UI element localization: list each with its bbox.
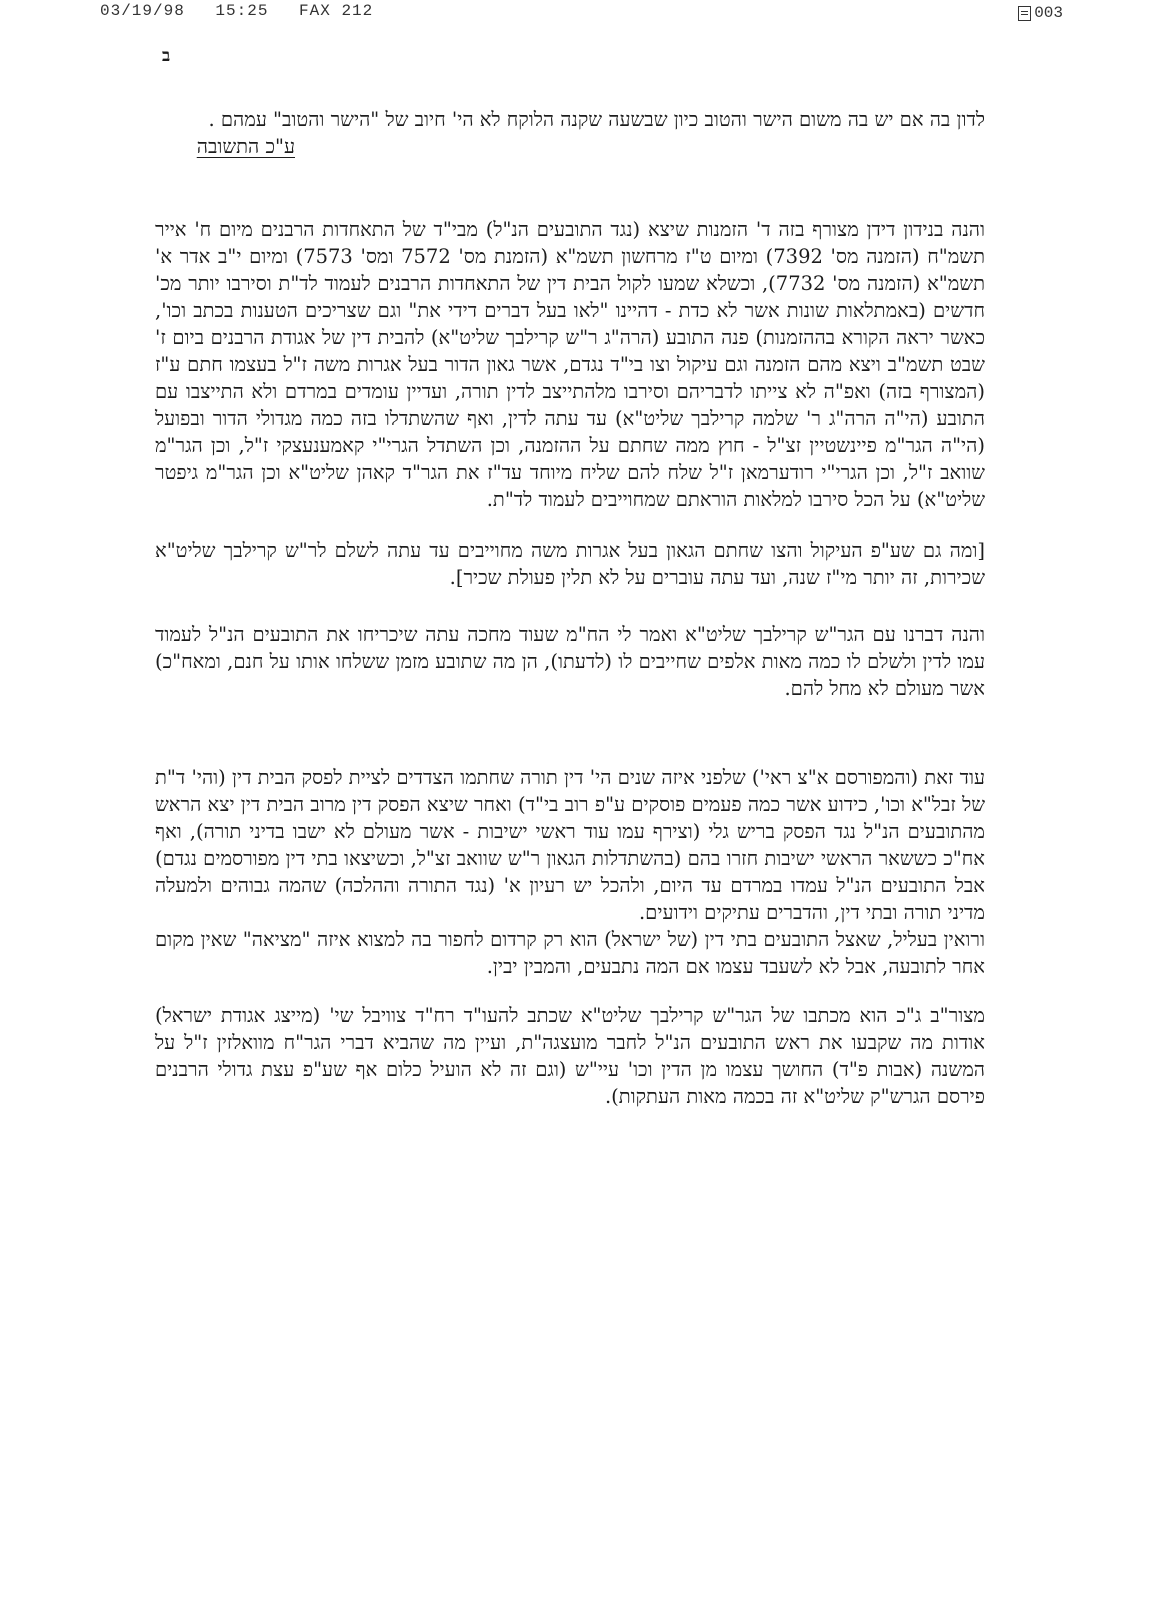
paragraph-lien: [ומה גם שע"פ העיקול והצו שחתם הגאון בעל אגרות משה מחוייבים עד עתה לשלם לר"ש קרילבך שליט"א שכירות, זה יותר מי"ז שנה, ועד עתה עוברים על לא תלין פעולת שכיר]. <box>155 539 985 589</box>
fax-page-counter <box>1018 4 1063 22</box>
fax-time: 15:25 <box>215 2 269 20</box>
document-body <box>155 106 985 1110</box>
fax-number: FAX 212 <box>299 2 374 20</box>
fax-page-number: 003 <box>1034 4 1063 22</box>
page-letter: ב <box>162 46 171 66</box>
paragraph-conversation: והנה דברנו עם הגר"ש קרילבך שליט"א ואמר לי הח"מ שעוד מחכה עתה שיכריחו את התובעים הנ"ל לעמוד עמו לדין ולשלם לו כמה מאות אלפים שחייבים לו (לדעתו), הן מה שתובע מזמן ששלחו אותו על חנם, ומאח"כ) אשר מעולם לא מחל להם. <box>155 623 985 700</box>
intro-paragraph: לדון בה אם יש בה משום הישר והטוב כיון שבשעה שקנה הלוקח לא הי' חיוב של "הישר והטוב" עמהם . <box>208 108 985 131</box>
paragraph-attached-letter: מצור"ב ג"כ הוא מכתבו של הגר"ש קרילבך שליט"א שכתב להעו"ד רח"ד צוויבל שי' (מייצג אגודת ישראל) אודות מה שקבעו את ראש התובעים הנ"ל לחבר מועצגה"ת, ועיין מה שהביא דברי הגר"ח מוואלזין ז"ל על המשנה (אבות פ"ד) החושך עצמו מן הדין וכו' עיי"ש (וגם זה לא הועיל כלום אף שע"פ עצת גדולי הרבנים פירסם הגרש"ק שליט"א זה בכמה מאות העתקות). <box>155 1004 985 1108</box>
paragraph-previous-case: עוד זאת (והמפורסם א"צ ראי') שלפני איזה שנים הי' דין תורה שחתמו הצדדים לציית לפסק הבית דין (והי' ד"ת של זבל"א וכו', כידוע אשר כמה פעמים פוסקים ע"פ רוב בי"ד) ואחר שיצא הפסק דין מרוב הבית דין יצא הראש מהתובעים הנ"ל נגד הפסק בריש גלי (וצירף עמו עוד ראשי ישיבות - אשר מעולם לא ישבו בדיני תורה), ואף אח"כ כששאר הראשי ישיבות חזרו בהם (בהשתדלות הגאון ר"ש שוואב זצ"ל, וכשיצאו בתי דין מפורסמים נגדם) אבל התובעים הנ"ל עמדו במרדם עד היום, ולהכל יש רעיון א' (נגד התורה וההלכה) שהמה גבוהים ולמעלה מדיני תורה ובתי דין, והדברים עתיקים וידועים. <box>155 766 985 924</box>
heading-line <box>155 133 985 160</box>
fax-page-icon <box>1018 6 1031 21</box>
section-heading: ע"כ התשובה <box>196 135 295 158</box>
fax-transmission-header <box>100 2 393 20</box>
paragraph-summonses: והנה בנידון דידן מצורף בזה ד' הזמנות שיצא (נגד התובעים הנ"ל) מבי"ד של התאחדות הרבנים מיום ח' אייר תשמ"ח (הזמנה מס' 7392) ומיום ט"ז מרחשון תשמ"א (הזמנת מס' 7572 ומס' 7573) ומיום י"ב אדר א' תשמ"א (הזמנה מס' 7732), וכשלא שמעו לקול הבית דין של התאחדות הרבנים לעמוד לד"ת וסירבו יותר מכ' חדשים (באמתלאות שונות אשר לא כדת - דהיינו "לאו בעל דברים דידי את" וגם שצריכים הטענות בכתב וכו', כאשר יראה הקורא בההזמנות) פנה התובע (הרה"ג ר"ש קרילבך שליט"א) להבית דין של אגודת הרבנים ביום ז' שבט תשמ"ב ויצא מהם הזמנה וגם עיקול וצו בי"ד נגדם, אשר גאון הדור בעל אגרות משה ז"ל בעצמו חתם ע"ז (המצורף בזה) ואפ"ה לא צייתו לדבריהם וסירבו מלהתייצב לדין תורה, ועדיין עומדים במרדם ולא התייצבו עם התובע (הי"ה הרה"ג ר' שלמה קרילבך שליט"א) עד עתה לדין, ואף שהשתדלו בזה כמה מגדולי הדור ובפועל (הי"ה הגר"מ פיינשטיין זצ"ל - חוץ ממה שחתם על ההזמנה, וכן השתדל הגרי"י קאמענעצקי ז"ל, וכן הגר"מ שוואב ז"ל, וכן הגרי"י רודערמאן ז"ל שלח להם שליח מיוחד עד"ז את הגר"ד קאהן שליט"א וכן הגר"מ גיפטר שליט"א) על הכל סירבו למלאות הוראתם שמחוייבים לעמוד לד"ת. <box>155 218 985 511</box>
fax-date: 03/19/98 <box>100 2 185 20</box>
paragraph-observation: ורואין בעליל, שאצל התובעים בתי דין (של ישראל) הוא רק קרדום לחפור בה למצוא איזה "מציאה" שאין מקום אחר לתובעה, אבל לא לשעבד עצמו אם המה נתבעים, והמבין יבין. <box>155 928 985 978</box>
